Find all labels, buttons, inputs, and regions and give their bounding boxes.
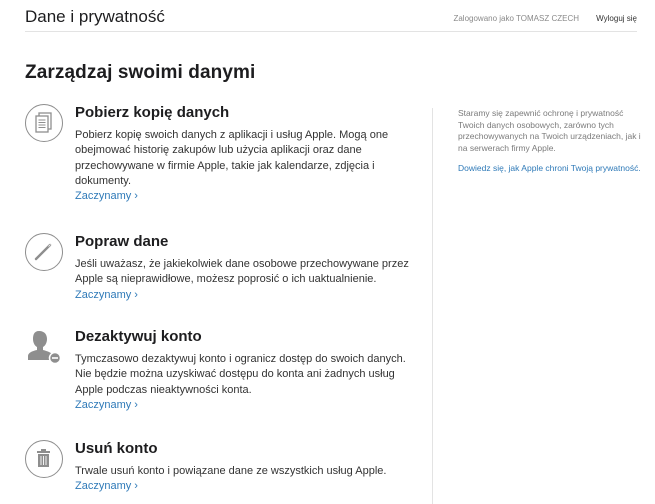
section-description: Jeśli uważasz, że jakiekolwiek dane osobowe przechowywane przez Apple są nieprawidłowe, możesz poprosić o ich uaktualnienie. — [75, 258, 409, 286]
section-description: Pobierz kopię swoich danych z aplikacji i usług Apple. Mogą one obejmować historię zakupów lub użycia aplikacji oraz dane przechowywane w firmie Apple, takie jak kalendarze, zdjęcia i dokumenty. — [75, 129, 389, 187]
get-started-link[interactable]: Zaczynamy › — [75, 288, 138, 301]
section-title: Pobierz kopię danych — [75, 104, 230, 121]
section-title: Dezaktywuj konto — [75, 328, 202, 345]
column-divider — [432, 108, 433, 504]
aside-text: Staramy się zapewnić ochronę i prywatność Twoich danych osobowych, zarówno tych przechowywanych na Twoich urządzeniach, jak i na serwerach firmy Apple. — [458, 108, 641, 153]
get-started-link[interactable]: Zaczynamy › — [75, 480, 138, 493]
section-correct-data — [25, 233, 425, 313]
section-description: Tymczasowo dezaktywuj konto i ogranicz dostęp do swoich danych. Nie będzie można uzyskiwać dostępu do konta ani żadnych usług Apple podczas nieaktywności konta. — [75, 353, 406, 396]
app-title: Dane i prywatność — [25, 7, 165, 26]
section-download-data — [25, 104, 425, 214]
page-title: Zarządzaj swoimi danymi — [25, 62, 256, 83]
learn-privacy-link[interactable]: Dowiedz się, jak Apple chroni Twoją prywatność. — [458, 163, 641, 173]
get-started-link[interactable]: Zaczynamy › — [75, 190, 138, 203]
section-deactivate-account — [25, 328, 425, 423]
documents-icon — [25, 104, 63, 142]
section-title: Usuń konto — [75, 440, 158, 457]
section-description: Trwale usuń konto i powiązane dane ze wszystkich usług Apple. — [75, 465, 387, 477]
trash-icon — [25, 440, 63, 478]
top-bar — [25, 0, 637, 32]
section-title: Popraw dane — [75, 233, 169, 250]
user-deactivate-icon — [25, 328, 63, 366]
pencil-icon — [25, 233, 63, 271]
privacy-aside — [458, 108, 648, 175]
get-started-link[interactable]: Zaczynamy › — [75, 398, 138, 411]
logout-link[interactable]: Wyloguj się — [596, 14, 637, 23]
logged-in-user: Zalogowano jako TOMASZ CZECH — [453, 14, 579, 23]
section-delete-account — [25, 440, 425, 504]
